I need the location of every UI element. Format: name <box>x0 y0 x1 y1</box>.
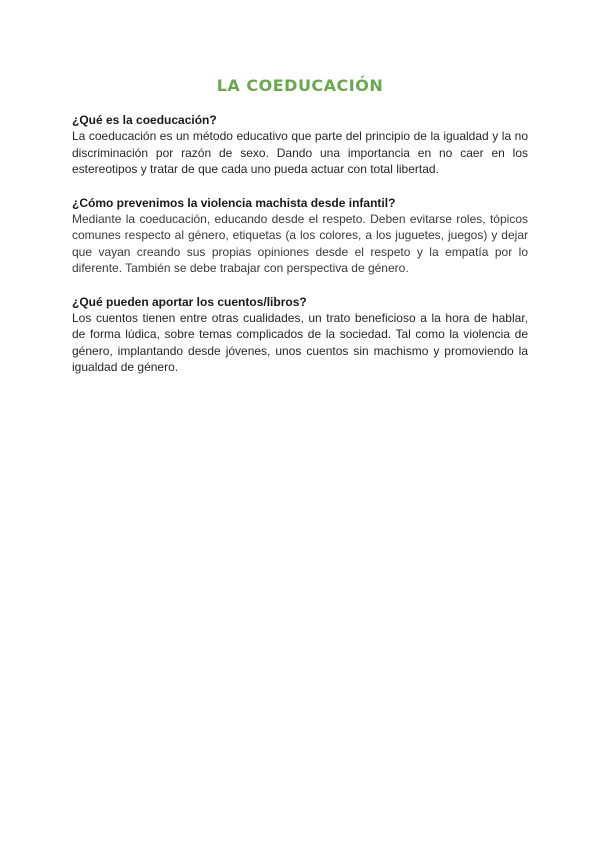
document-body <box>72 112 528 393</box>
section-heading: ¿Cómo prevenimos la violencia machista desde infantil? <box>72 195 396 210</box>
section-heading: ¿Qué es la coeducación? <box>72 113 217 127</box>
section-paragraph: La coeducación es un método educativo que parte del principio de la igualdad y la no discriminación por razón de sexo. Dando una importancia en no caer en los estereotipos y tratar de que cada uno pueda actuar con total libertad. <box>72 129 528 176</box>
section-heading: ¿Qué pueden aportar los cuentos/libros? <box>72 294 307 309</box>
page-title: LA COEDUCACIÓN <box>216 76 384 95</box>
section-prevent-violence <box>72 195 528 277</box>
section-paragraph: Los cuentos tienen entre otras cualidades, un trato beneficioso a la hora de hablar, de forma lúdica, sobre temas complicados de la sociedad. Tal como la violencia de género, implantando desde jóvenes, unos cuentos sin machismo y promoviendo la igualdad de género. <box>72 310 528 374</box>
section-what-is-coeducation <box>72 112 528 178</box>
section-paragraph: Mediante la coeducación, educando desde el respeto. Deben evitarse roles, tópicos comunes respecto al género, etiquetas (a los colores, a los juguetes, juegos) y dejar que vayan creando sus propias opiniones desde el respeto y la empatía por lo diferente. También se debe trabajar con perspectiva de género. <box>72 211 528 275</box>
section-stories-books <box>72 294 528 376</box>
